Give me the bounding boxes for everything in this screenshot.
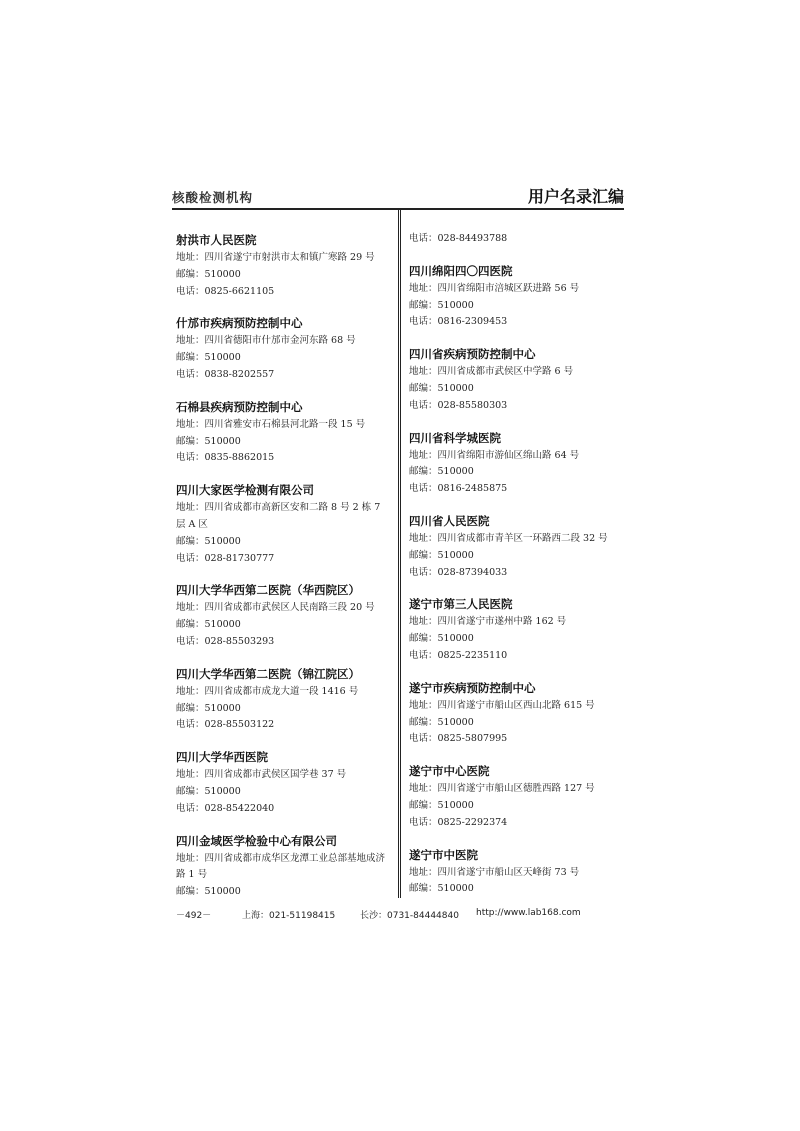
- directory-entry: [409, 596, 625, 664]
- entry-postcode: 邮编：510000: [176, 535, 241, 547]
- entry-address: 地址：四川省绵阳市游仙区绵山路 64 号: [409, 449, 580, 461]
- entry-address: 地址：四川省成都市武侯区中学路 6 号: [409, 366, 574, 378]
- entry-postcode: 邮编：510000: [176, 785, 241, 797]
- entry-address: 地址：四川省遂宁市船山区德胜西路 127 号: [409, 783, 595, 795]
- directory-entry: [176, 399, 392, 467]
- entry-address: 地址：四川省成都市成华区龙潭工业总部基地成济路 1 号: [176, 852, 386, 881]
- directory-entry: [409, 346, 625, 414]
- column-divider: [398, 210, 401, 898]
- entry-name: 四川大学华西第二医院（华西院区）: [176, 583, 360, 598]
- entry-name: 四川绵阳四〇四医院: [409, 263, 513, 278]
- directory-entry: [176, 582, 392, 650]
- entry-postcode: 邮编：510000: [409, 883, 474, 895]
- entry-phone: 电话：028-81730777: [176, 552, 275, 564]
- entry-postcode: 邮编：510000: [409, 549, 474, 561]
- entry-phone: 电话：0825-2235110: [409, 649, 508, 661]
- entry-address: 地址：四川省绵阳市涪城区跃进路 56 号: [409, 282, 580, 294]
- entry-address: 地址：四川省雅安市石棉县河北路一段 15 号: [176, 418, 366, 430]
- entry-address: 地址：四川省遂宁市遂州中路 162 号: [409, 616, 567, 628]
- entry-phone: 电话：0816-2485875: [409, 483, 508, 495]
- left-column: [176, 232, 392, 916]
- entry-name: 遂宁市中心医院: [409, 764, 490, 779]
- entry-name: 四川大家医学检测有限公司: [176, 483, 314, 498]
- directory-entry: [409, 430, 625, 498]
- entry-phone: 电话：0838-8202557: [176, 368, 275, 380]
- section-title: 核酸检测机构: [172, 190, 254, 205]
- entry-phone: 电话：028-85580303: [409, 399, 508, 411]
- directory-entry: [409, 680, 625, 748]
- entry-name: 四川省疾病预防控制中心: [409, 347, 536, 362]
- directory-entry: [176, 749, 392, 817]
- entry-name: 石棉县疾病预防控制中心: [176, 399, 303, 414]
- book-title: 用户名录汇编: [527, 187, 624, 206]
- entry-postcode: 邮编：510000: [409, 716, 474, 728]
- entry-phone: 电话：028-85422040: [176, 802, 275, 814]
- entry-postcode: 邮编：510000: [176, 886, 241, 898]
- directory-entry: [176, 315, 392, 383]
- entry-postcode: 邮编：510000: [176, 435, 241, 447]
- entry-name: 遂宁市疾病预防控制中心: [409, 680, 536, 695]
- page-number: －492－: [176, 911, 212, 921]
- entry-name: 四川金域医学检验中心有限公司: [176, 833, 337, 848]
- entry-address: 地址：四川省德阳市什邡市金河东路 68 号: [176, 335, 356, 347]
- entry-name: 四川大学华西医院: [176, 750, 268, 765]
- entry-postcode: 邮编：510000: [176, 619, 241, 631]
- website-url: http://www.lab168.com: [476, 908, 581, 918]
- directory-entry: [409, 763, 625, 831]
- entry-name: 什邡市疾病预防控制中心: [176, 316, 303, 331]
- directory-entry-continued: [409, 231, 625, 248]
- entry-address: 地址：四川省遂宁市射洪市太和镇广寒路 29 号: [176, 252, 375, 263]
- entry-phone: 电话：028-85503293: [176, 635, 275, 647]
- entry-name: 射洪市人民医院: [176, 233, 257, 247]
- entry-postcode: 邮编：510000: [409, 299, 474, 311]
- directory-entry: [176, 482, 392, 567]
- entry-phone: 电话：0825-6621105: [176, 285, 275, 297]
- entry-phone: 电话：028-84493788: [409, 233, 508, 244]
- entry-phone: 电话：0835-8862015: [176, 452, 275, 464]
- entry-postcode: 邮编：510000: [409, 799, 474, 811]
- entry-postcode: 邮编：510000: [409, 382, 474, 394]
- entry-phone: 电话：0825-5807995: [409, 733, 508, 745]
- entry-address: 地址：四川省遂宁市船山区西山北路 615 号: [409, 699, 595, 711]
- entry-phone: 电话：0825-2292374: [409, 816, 508, 828]
- entry-address: 地址：四川省成都市高新区安和二路 8 号 2 栋 7 层 A 区: [176, 502, 381, 530]
- entry-name: 遂宁市第三人民医院: [409, 597, 513, 612]
- entry-name: 遂宁市中医院: [409, 847, 478, 862]
- changsha-phone: 长沙：0731-84444840: [360, 911, 459, 921]
- directory-entry: [409, 847, 625, 899]
- right-column: [409, 231, 625, 913]
- entry-address: 地址：四川省成都市成龙大道一段 1416 号: [176, 685, 359, 697]
- entry-postcode: 邮编：510000: [176, 268, 241, 280]
- entry-name: 四川省科学城医院: [409, 430, 501, 445]
- entry-postcode: 邮编：510000: [409, 633, 474, 645]
- entry-name: 四川大学华西第二医院（锦江院区）: [176, 666, 360, 681]
- directory-entry: [176, 833, 392, 901]
- page-footer: [176, 908, 616, 924]
- directory-entry: [176, 666, 392, 734]
- entry-address: 地址：四川省遂宁市船山区天峰街 73 号: [409, 866, 580, 878]
- entry-phone: 电话：028-85503122: [176, 719, 275, 731]
- directory-entry: [409, 513, 625, 581]
- shanghai-phone: 上海：021-51198415: [242, 911, 336, 921]
- directory-entry: [176, 232, 392, 300]
- entry-address: 地址：四川省成都市武侯区人民南路三段 20 号: [176, 602, 375, 614]
- entry-phone: 电话：028-87394033: [409, 566, 508, 578]
- entry-address: 地址：四川省成都市青羊区一环路西二段 32 号: [409, 532, 608, 544]
- entry-postcode: 邮编：510000: [409, 466, 474, 478]
- entry-name: 四川省人民医院: [409, 513, 490, 528]
- entry-postcode: 邮编：510000: [176, 702, 241, 714]
- directory-entry: [409, 263, 625, 331]
- entry-phone: 电话：0816-2309453: [409, 316, 508, 328]
- entry-postcode: 邮编：510000: [176, 352, 241, 364]
- page-header: [172, 186, 624, 208]
- entry-address: 地址：四川省成都市武侯区国学巷 37 号: [176, 769, 347, 781]
